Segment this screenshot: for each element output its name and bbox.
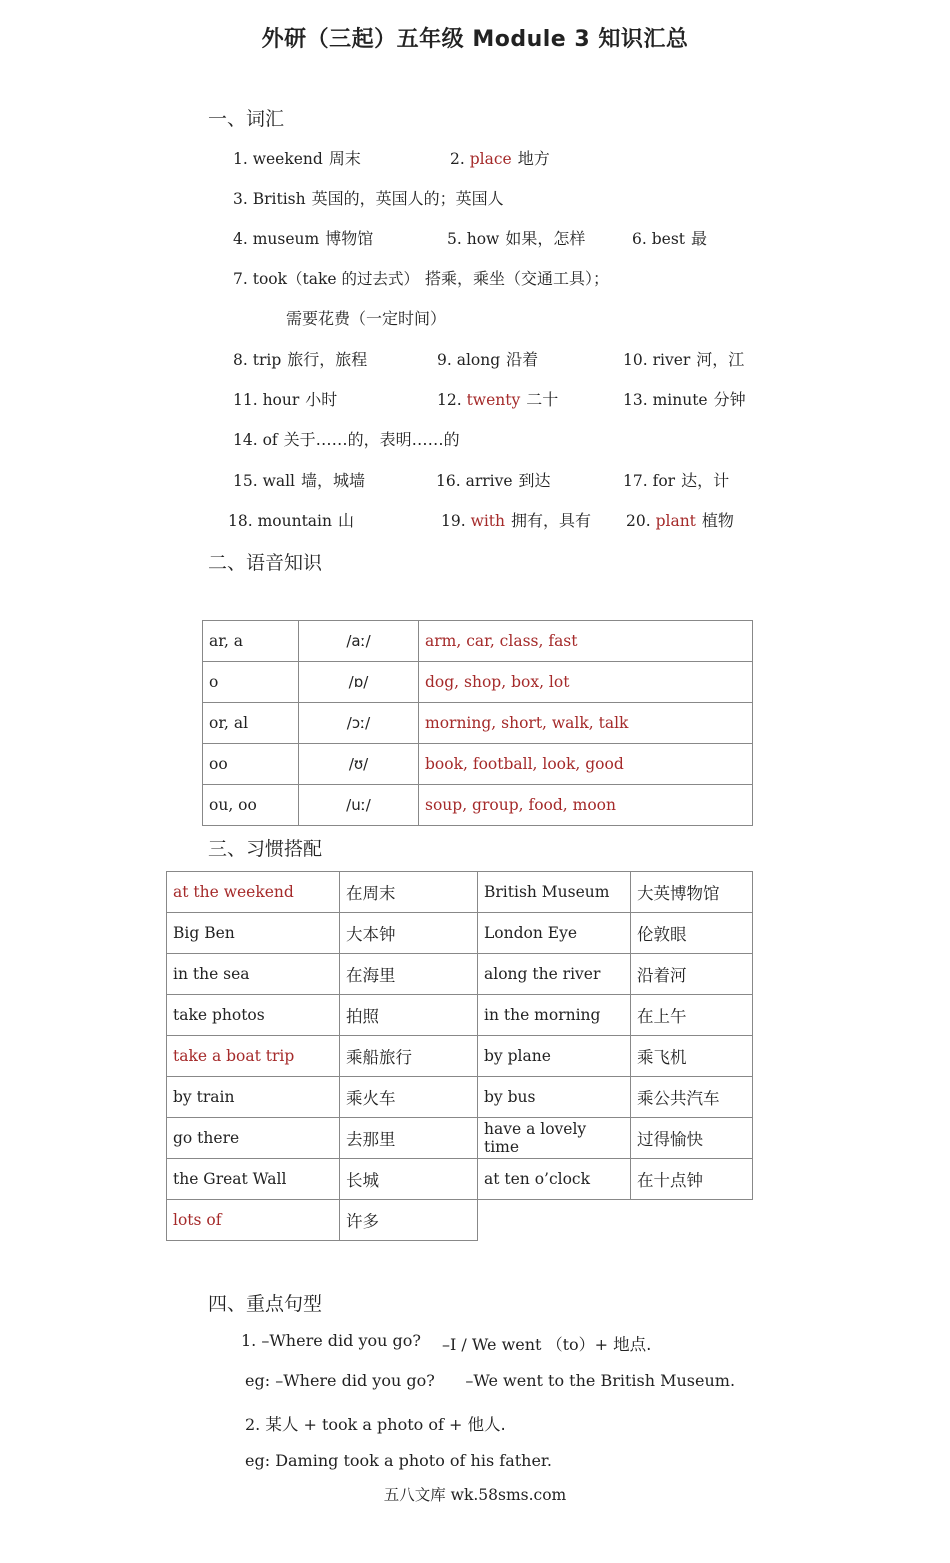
vocab-item [450, 146, 550, 169]
vocab-meaning: 墙，城墙 [301, 471, 366, 490]
table-row [167, 872, 753, 913]
vocab-word: river [652, 351, 691, 369]
vocab-number: 18. [228, 512, 258, 530]
phrase-en: at the weekend [167, 872, 340, 913]
phrase-en [478, 1200, 631, 1241]
phrase-en: by train [167, 1077, 340, 1118]
phrase-zh: 在上午 [631, 995, 753, 1036]
vocab-meaning: 拥有，具有 [511, 511, 592, 530]
phonics-letters: ou, oo [203, 785, 299, 826]
phrase-en: by plane [478, 1036, 631, 1077]
phrase-zh: 去那里 [340, 1118, 478, 1159]
phrase-en: in the morning [478, 995, 631, 1036]
vocab-item [233, 186, 504, 209]
phrase-zh: 乘火车 [340, 1077, 478, 1118]
sentence-2-subject-zh: 某人 [265, 1415, 299, 1434]
vocab-meaning: 周末 [328, 149, 361, 168]
phonics-letters: o [203, 662, 299, 703]
phrase-en: in the sea [167, 954, 340, 995]
vocab-number: 15. [233, 472, 263, 490]
vocab-meaning: 关于……的，表明……的 [283, 430, 460, 449]
phonics-words: morning, short, walk, talk [419, 703, 753, 744]
sentence-2-pattern: + took a photo of + [303, 1415, 463, 1434]
vocab-item [436, 468, 551, 491]
vocab-meaning: 沿着 [506, 350, 539, 369]
vocab-word: best [651, 230, 685, 248]
sentence-1-answer [442, 1331, 651, 1355]
vocab-number: 2. [450, 150, 470, 168]
vocab-number: 13. [623, 391, 653, 409]
vocab-number: 3. [233, 190, 253, 208]
phrase-zh [631, 1200, 753, 1241]
footer-watermark: 五八文库 wk.58sms.com [383, 1486, 567, 1504]
phonics-ipa: /ʊ/ [299, 744, 419, 785]
vocab-word: museum [252, 230, 320, 248]
table-row [167, 1118, 753, 1159]
phrase-en: the Great Wall [167, 1159, 340, 1200]
vocab-word: for [652, 472, 676, 490]
vocab-item [623, 468, 729, 491]
vocab-number: 14. [233, 431, 263, 449]
phonics-table [202, 620, 753, 826]
phrase-en: London Eye [478, 913, 631, 954]
phrase-en: along the river [478, 954, 631, 995]
phrase-en: lots of [167, 1200, 340, 1241]
phrase-zh: 大英博物馆 [631, 872, 753, 913]
phrase-zh: 大本钟 [340, 913, 478, 954]
vocab-item [233, 427, 460, 450]
vocab-meaning: 旅行，旅程 [287, 350, 368, 369]
vocab-meaning: 小时 [305, 390, 338, 409]
vocab-item [233, 347, 367, 370]
section-vocab-heading: 一、词汇 [208, 108, 285, 130]
vocab-word: how [466, 230, 500, 248]
section-phonics-heading: 二、语音知识 [208, 552, 323, 574]
phrase-zh: 许多 [340, 1200, 478, 1241]
phrase-en: take photos [167, 995, 340, 1036]
phrases-table [166, 871, 753, 1241]
sentence-2-object-zh: 他人. [467, 1415, 506, 1434]
vocab-number: 20. [626, 512, 656, 530]
table-row [167, 913, 753, 954]
vocab-item [632, 226, 707, 249]
vocab-item [623, 347, 744, 370]
sentence-1-question: 1. –Where did you go? [241, 1331, 421, 1350]
phrase-zh: 过得愉快 [631, 1118, 753, 1159]
phrase-zh: 乘公共汽车 [631, 1077, 753, 1118]
vocab-meaning: 河，江 [696, 350, 745, 369]
vocab-item [437, 387, 558, 410]
vocab-word: British [252, 190, 306, 208]
table-row [203, 703, 753, 744]
vocab-word: place [469, 150, 512, 168]
phrase-zh: 沿着河 [631, 954, 753, 995]
page-title: 外研（三起）五年级 Module 3 知识汇总 [261, 27, 689, 52]
table-row [167, 954, 753, 995]
vocab-word: with [470, 512, 506, 530]
vocab-meaning: 山 [337, 511, 354, 530]
vocab-meaning: 分钟 [713, 390, 746, 409]
example-2: eg: Daming took a photo of his father. [245, 1451, 552, 1470]
vocab-item [623, 387, 746, 410]
phonics-ipa: /aː/ [299, 621, 419, 662]
vocab-item [437, 347, 538, 370]
vocab-item [233, 468, 365, 491]
phrase-en: British Museum [478, 872, 631, 913]
sentence-2 [245, 1411, 506, 1435]
phonics-letters: or, al [203, 703, 299, 744]
table-row [203, 744, 753, 785]
vocab-item [233, 266, 609, 289]
phrase-zh: 拍照 [340, 995, 478, 1036]
vocab-word: along [456, 351, 501, 369]
table-row [203, 621, 753, 662]
vocab-meaning: 搭乘，乘坐（交通工具）； [424, 269, 609, 288]
phrase-en: Big Ben [167, 913, 340, 954]
phrase-en: by bus [478, 1077, 631, 1118]
phrase-zh: 在海里 [340, 954, 478, 995]
table-row [167, 1159, 753, 1200]
vocab-number: 11. [233, 391, 263, 409]
phrase-en: go there [167, 1118, 340, 1159]
vocab-item [233, 146, 361, 169]
vocab-number: 16. [436, 472, 466, 490]
table-row [203, 662, 753, 703]
vocab-number: 9. [437, 351, 457, 369]
vocab-meaning: 博物馆 [325, 229, 374, 248]
vocab-word: plant [655, 512, 696, 530]
vocab-word: of [262, 431, 278, 449]
vocab-word: minute [652, 391, 708, 409]
vocab-number: 4. [233, 230, 253, 248]
phonics-words: soup, group, food, moon [419, 785, 753, 826]
vocab-number: 6. [632, 230, 652, 248]
table-row [167, 1036, 753, 1077]
vocab-number: 7. [233, 270, 253, 288]
vocab-word: took（take 的过去式） [252, 270, 419, 288]
vocab-number: 5. [447, 230, 467, 248]
phonics-letters: ar, a [203, 621, 299, 662]
vocab-word: arrive [465, 472, 513, 490]
vocab-meaning: 达，计 [681, 471, 730, 490]
table-row [167, 1077, 753, 1118]
phrase-zh: 长城 [340, 1159, 478, 1200]
sentence-1-answer-en: –I / We went （to）+ [442, 1335, 609, 1354]
vocab-number: 17. [623, 472, 653, 490]
vocab-meaning: 最 [691, 229, 708, 248]
table-row [167, 1200, 753, 1241]
table-row [203, 785, 753, 826]
phrase-en: at ten o’clock [478, 1159, 631, 1200]
vocab-item [228, 508, 354, 531]
vocab-number: 19. [441, 512, 471, 530]
vocab-number: 8. [233, 351, 253, 369]
vocab-word: hour [262, 391, 300, 409]
vocab-meaning: 英国的，英国人的；英国人 [311, 189, 504, 208]
vocab-item [233, 226, 373, 249]
vocab-number: 1. [233, 150, 253, 168]
vocab-word: twenty [466, 391, 521, 409]
phonics-words: dog, shop, box, lot [419, 662, 753, 703]
sentence-1-answer-zh: 地点. [613, 1335, 652, 1354]
example-1: eg: –Where did you go? –We went to the British Museum. [245, 1371, 736, 1390]
sentence-2-number: 2. [245, 1415, 261, 1434]
vocab-word: mountain [257, 512, 332, 530]
vocab-item [447, 226, 585, 249]
vocab-meaning: 需要花费（一定时间） [286, 309, 447, 328]
phrase-zh: 在周末 [340, 872, 478, 913]
vocab-meaning: 地方 [517, 149, 550, 168]
vocab-item [233, 387, 337, 410]
vocab-number: 12. [437, 391, 467, 409]
table-row [167, 995, 753, 1036]
phonics-words: arm, car, class, fast [419, 621, 753, 662]
phrase-en: take a boat trip [167, 1036, 340, 1077]
phonics-words: book, football, look, good [419, 744, 753, 785]
vocab-word: wall [262, 472, 296, 490]
vocab-number: 10. [623, 351, 653, 369]
phrase-zh: 在十点钟 [631, 1159, 753, 1200]
vocab-item [286, 306, 446, 329]
phrase-zh: 伦敦眼 [631, 913, 753, 954]
phrase-zh: 乘船旅行 [340, 1036, 478, 1077]
phonics-ipa: /uː/ [299, 785, 419, 826]
phonics-ipa: /ɔː/ [299, 703, 419, 744]
vocab-item [441, 508, 591, 531]
section-sentences-heading: 四、重点句型 [208, 1293, 323, 1315]
vocab-meaning: 如果，怎样 [505, 229, 586, 248]
vocab-word: trip [252, 351, 282, 369]
vocab-meaning: 植物 [701, 511, 734, 530]
vocab-meaning: 到达 [518, 471, 551, 490]
phrase-en: have a lovely time [478, 1118, 631, 1159]
phonics-letters: oo [203, 744, 299, 785]
vocab-word: weekend [252, 150, 323, 168]
vocab-meaning: 二十 [526, 390, 559, 409]
vocab-item [626, 508, 734, 531]
section-phrases-heading: 三、习惯搭配 [208, 838, 323, 860]
phonics-ipa: /ɒ/ [299, 662, 419, 703]
phrase-zh: 乘飞机 [631, 1036, 753, 1077]
